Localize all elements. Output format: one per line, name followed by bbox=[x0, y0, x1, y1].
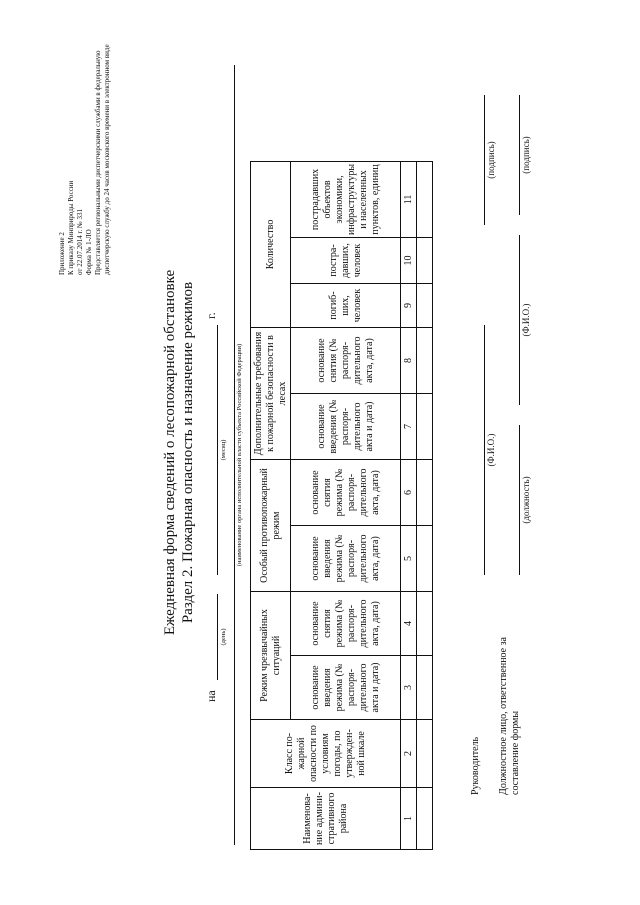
column-number: 2 bbox=[401, 720, 417, 788]
header-count-dead: погиб-ших, человек bbox=[291, 284, 401, 328]
table-cell[interactable] bbox=[417, 238, 433, 284]
table-cell[interactable] bbox=[417, 592, 433, 656]
column-number: 6 bbox=[401, 460, 417, 526]
responsible-position-field[interactable] bbox=[518, 425, 520, 575]
fire-danger-table bbox=[250, 161, 433, 850]
head-sign-hint: (подпись) bbox=[486, 141, 496, 179]
responsible-position-hint: (должность) bbox=[521, 476, 531, 524]
column-number: 10 bbox=[401, 238, 417, 284]
date-suffix: г. bbox=[204, 312, 218, 319]
annex-line: К приказу Минприроды России bbox=[67, 180, 75, 275]
column-number: 4 bbox=[401, 592, 417, 656]
table-cell[interactable] bbox=[417, 161, 433, 237]
column-number: 7 bbox=[401, 394, 417, 460]
head-fio-field[interactable] bbox=[483, 325, 485, 575]
annex-header bbox=[58, 10, 112, 275]
header-district: Наименова-ние админи-стративного района bbox=[251, 788, 401, 850]
header-fire-intro: основание введения режима (№ распоря-дительного акта, дата) bbox=[291, 526, 401, 592]
header-additional-intro: основание введения (№ распоря-дительного акта и дата) bbox=[291, 394, 401, 460]
table-cell[interactable] bbox=[417, 394, 433, 460]
day-hint: (день) bbox=[220, 628, 227, 646]
table-cell[interactable] bbox=[417, 284, 433, 328]
head-fio-hint: (Ф.И.О.) bbox=[486, 433, 496, 467]
authority-field[interactable] bbox=[233, 65, 235, 845]
header-additional-requirements: Дополнительные требования к пожарной безопасности в лесах bbox=[251, 328, 291, 460]
section-title: Раздел 2. Пожарная опасность и назначение режимов bbox=[180, 281, 196, 624]
head-label: Руководитель bbox=[470, 736, 481, 795]
header-danger-class: Класс по-жарной опасности по условиям погоды, по утвержден-ной шкале bbox=[251, 720, 401, 788]
table-cell[interactable] bbox=[417, 460, 433, 526]
header-special-fire-regime: Особый противопожарный режим bbox=[251, 460, 291, 592]
header-count: Количество bbox=[251, 161, 291, 327]
responsible-sign-field[interactable] bbox=[518, 95, 520, 215]
date-prefix: на bbox=[204, 690, 218, 702]
annex-line: Форма № 1-ЛО bbox=[85, 229, 93, 275]
month-field[interactable] bbox=[216, 325, 218, 575]
header-count-objects: пострадавших объектов экономики, инфраструктуры и населенных пунктов, единиц bbox=[291, 161, 401, 237]
header-emergency-intro: основание введения режима (№ распоря-дительного акта и дата) bbox=[291, 656, 401, 720]
header-additional-lift: основание снятия (№ распоря-дительного акта, дата) bbox=[291, 328, 401, 394]
column-number: 11 bbox=[401, 161, 417, 237]
header-fire-lift: основание снятия режима (№ распоря-дительного акта, дата) bbox=[291, 460, 401, 526]
table-cell[interactable] bbox=[417, 328, 433, 394]
responsible-fio-hint: (Ф.И.О.) bbox=[521, 303, 531, 337]
month-hint: (месяц) bbox=[220, 439, 227, 461]
annex-line: от 22.07.2014 г. № 331 bbox=[76, 209, 84, 275]
header-count-injured: постра-давших, человек bbox=[291, 238, 401, 284]
annex-line: Приложение 2 bbox=[58, 232, 66, 275]
column-number: 3 bbox=[401, 656, 417, 720]
header-emergency-lift: основание снятия режима (№ распоря-дительного акта, дата) bbox=[291, 592, 401, 656]
column-number: 1 bbox=[401, 788, 417, 850]
responsible-sign-hint: (подпись) bbox=[521, 136, 531, 174]
annex-line: Представляется региональными диспетчерскими службами в федеральную диспетчерскую службу до 24 часов московского времени в электронном виде bbox=[94, 44, 111, 275]
header-emergency-regime: Режим чрезвычайных ситуаций bbox=[251, 592, 291, 720]
form-title: Ежедневная форма сведений о лесопожарной обстановке bbox=[162, 269, 178, 636]
column-number: 9 bbox=[401, 284, 417, 328]
table-row bbox=[417, 161, 433, 849]
day-field[interactable] bbox=[216, 594, 218, 680]
column-number: 8 bbox=[401, 328, 417, 394]
authority-hint: (наименование органа исполнительной власти субъекта Российской Федерации) bbox=[236, 343, 243, 567]
head-sign-field[interactable] bbox=[483, 95, 485, 225]
table-cell[interactable] bbox=[417, 526, 433, 592]
responsible-label: Должностное лицо, ответственное за составление формы bbox=[498, 637, 521, 795]
table-cell[interactable] bbox=[417, 720, 433, 788]
column-number: 5 bbox=[401, 526, 417, 592]
table-cell[interactable] bbox=[417, 788, 433, 850]
table-cell[interactable] bbox=[417, 656, 433, 720]
responsible-fio-field[interactable] bbox=[518, 235, 520, 405]
